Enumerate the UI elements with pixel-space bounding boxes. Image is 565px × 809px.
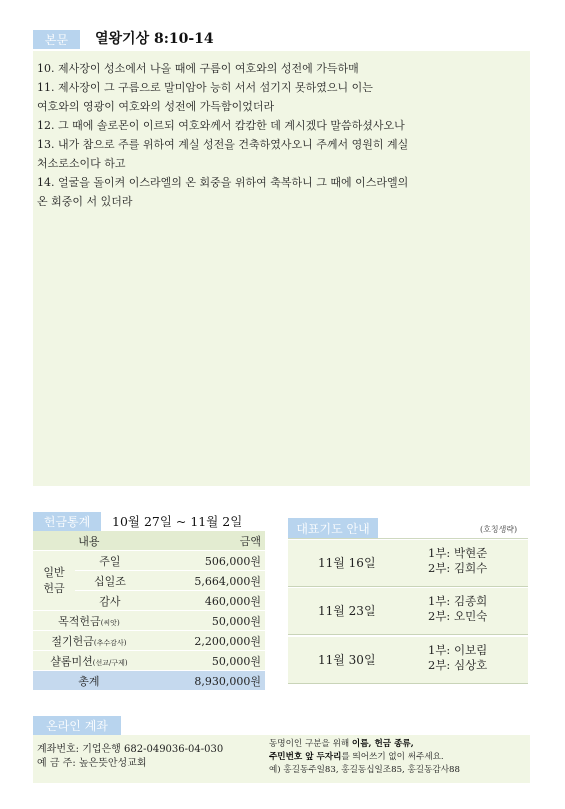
prayer-names — [428, 546, 487, 576]
offering-name: 목적헌금 — [58, 614, 101, 628]
account-details — [37, 743, 223, 771]
table-row — [33, 551, 265, 571]
offering-amount: 50,000원 — [145, 611, 265, 631]
instruction-emphasis: 주민번호 앞 두자리 — [269, 752, 342, 762]
verse-list — [37, 59, 527, 211]
verse-line: 14. 얼굴을 돌이켜 이스라엘의 온 회중을 위하여 축복하니 그 때에 이스라엘의 — [37, 176, 409, 189]
offering-note: (추수감사) — [93, 638, 127, 647]
offering-amount: 50,000원 — [145, 651, 265, 671]
table-row — [33, 611, 265, 631]
prayer-date: 11월 30일 — [318, 653, 376, 667]
first-service-leader: 1부: 김종희 — [428, 594, 488, 608]
offering-period: 10월 27일 ~ 11월 2일 — [112, 514, 243, 529]
prayer-note: (호칭생략) — [480, 525, 518, 534]
prayer-date: 11월 16일 — [318, 556, 376, 570]
prayer-row — [288, 637, 528, 684]
account-box — [33, 735, 530, 783]
scripture-box — [33, 51, 530, 486]
offering-amount: 2,200,000원 — [145, 631, 265, 651]
first-service-leader: 1부: 박현준 — [428, 546, 488, 560]
offering-label: 헌금통계 — [33, 512, 101, 531]
verse-line: 10. 제사장이 성소에서 나올 때에 구름이 여호와의 성전에 가득하매 — [37, 62, 359, 75]
offering-amount: 5,664,000원 — [145, 571, 265, 591]
offering-name: 주일 — [75, 551, 145, 571]
total-amount: 8,930,000원 — [145, 671, 265, 691]
verse-line: 온 회중이 서 있더라 — [37, 195, 133, 208]
prayer-names — [428, 594, 487, 624]
offering-amount: 460,000원 — [145, 591, 265, 611]
prayer-row — [288, 540, 528, 587]
verse-line: 13. 내가 참으로 주를 위하여 계실 성전을 건축하였사오니 주께서 영원히 계실 — [37, 138, 409, 151]
instruction-line-1 — [269, 738, 460, 751]
offering-name: 절기헌금 — [51, 634, 94, 648]
offering-name: 감사 — [75, 591, 145, 611]
offering-note: (선교/구제) — [92, 658, 128, 667]
prayer-date: 11월 23일 — [318, 604, 376, 618]
scripture-reference: 열왕기상 8:10-14 — [95, 31, 214, 47]
table-row — [33, 631, 265, 651]
account-holder: 예 금 주: 높은뜻안성교회 — [37, 758, 147, 769]
account-instructions — [269, 738, 460, 777]
prayer-label: 대표기도 안내 — [288, 518, 378, 538]
verse-line: 11. 제사장이 그 구름으로 말미암아 능히 서서 섬기지 못하였으니 이는 — [37, 81, 373, 94]
offering-name: 십일조 — [75, 571, 145, 591]
general-offering-label: 일반 헌금 — [33, 551, 75, 611]
header-content: 내용 — [33, 531, 145, 551]
purpose-offering-label — [33, 611, 145, 631]
verse-line: 여호와의 영광이 여호와의 성전에 가득함이었더라 — [37, 100, 275, 113]
account-label: 온라인 계좌 — [33, 716, 121, 735]
account-number: 계좌번호: 기업은행 682-049036-04-030 — [37, 744, 224, 755]
seasonal-offering-label — [33, 631, 145, 651]
second-service-leader: 2부: 심상호 — [428, 658, 488, 672]
instruction-emphasis: 이름, 헌금 종류, — [351, 739, 414, 749]
offering-name: 샬롬미션 — [50, 654, 93, 668]
prayer-row — [288, 588, 528, 635]
instruction-line-2 — [269, 751, 460, 764]
instruction-example: 예) 홍길동주일83, 홍길동십일조85, 홍길동감사88 — [269, 765, 460, 775]
offering-header-row — [33, 531, 265, 551]
shalom-offering-label — [33, 651, 145, 671]
total-row — [33, 671, 265, 691]
verse-line: 12. 그 때에 솔로몬이 이르되 여호와께서 캄캄한 데 계시겠다 말씀하셨사오나 — [37, 119, 405, 132]
offering-note: (씨앗) — [100, 618, 120, 627]
second-service-leader: 2부: 오민숙 — [428, 609, 488, 623]
prayer-names — [428, 643, 487, 673]
offering-amount: 506,000원 — [145, 551, 265, 571]
offering-table — [33, 531, 265, 690]
verse-line: 처소로소이다 하고 — [37, 157, 126, 170]
second-service-leader: 2부: 김희수 — [428, 561, 488, 575]
instruction-text: 동명이인 구분을 위해 — [269, 739, 352, 749]
scripture-label: 본문 — [33, 30, 80, 49]
header-amount: 금액 — [145, 531, 265, 551]
table-row — [33, 651, 265, 671]
instruction-text: 를 띄어쓰기 없이 써주세요. — [341, 752, 444, 762]
total-label: 총계 — [33, 671, 145, 691]
first-service-leader: 1부: 이보림 — [428, 643, 488, 657]
divider — [288, 538, 528, 539]
